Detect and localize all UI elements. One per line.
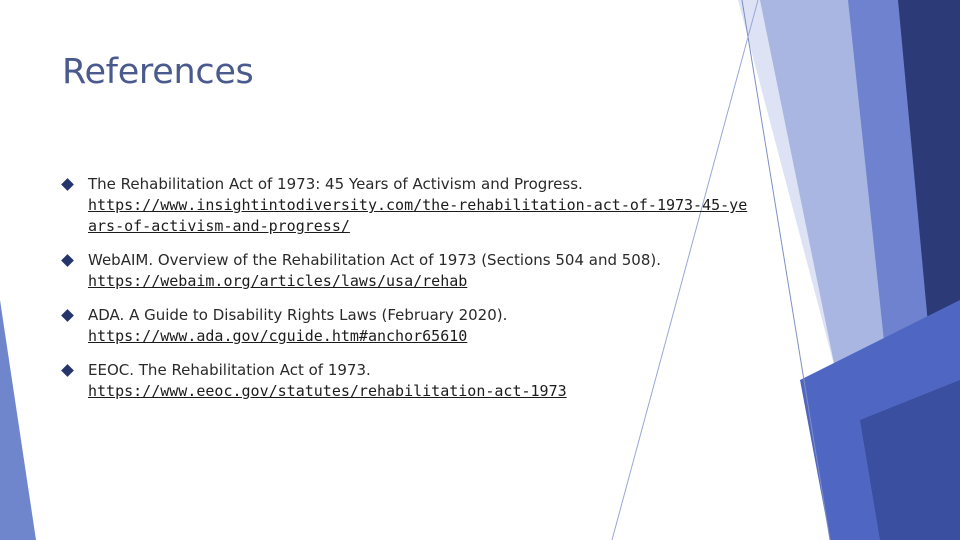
- reference-link[interactable]: https://www.insightintodiversity.com/the-rehabilitation-act-of-1973-45-years-of-activism-and-progress/: [88, 196, 748, 235]
- diamond-bullet-icon: [61, 364, 74, 377]
- reference-item: [62, 250, 752, 292]
- reference-item: [62, 360, 752, 402]
- diamond-bullet-icon: [61, 178, 74, 191]
- diamond-bullet-icon: [61, 309, 74, 322]
- left-edge-stripe: [0, 300, 36, 540]
- reference-list: [62, 174, 752, 415]
- reference-link[interactable]: https://www.ada.gov/cguide.htm#anchor65610: [88, 327, 468, 345]
- reference-text: The Rehabilitation Act of 1973: 45 Years of Activism and Progress.: [88, 175, 583, 193]
- reference-item: [62, 305, 752, 347]
- diamond-bullet-icon: [61, 254, 74, 267]
- reference-link[interactable]: https://webaim.org/articles/laws/usa/rehab: [88, 272, 468, 290]
- reference-link[interactable]: https://www.eeoc.gov/statutes/rehabilitation-act-1973: [88, 382, 567, 400]
- slide-title: References: [62, 52, 254, 92]
- reference-text: EEOC. The Rehabilitation Act of 1973.: [88, 361, 371, 379]
- reference-item: [62, 174, 752, 237]
- reference-text: WebAIM. Overview of the Rehabilitation Act of 1973 (Sections 504 and 508).: [88, 251, 662, 269]
- reference-text: ADA. A Guide to Disability Rights Laws (February 2020).: [88, 306, 508, 324]
